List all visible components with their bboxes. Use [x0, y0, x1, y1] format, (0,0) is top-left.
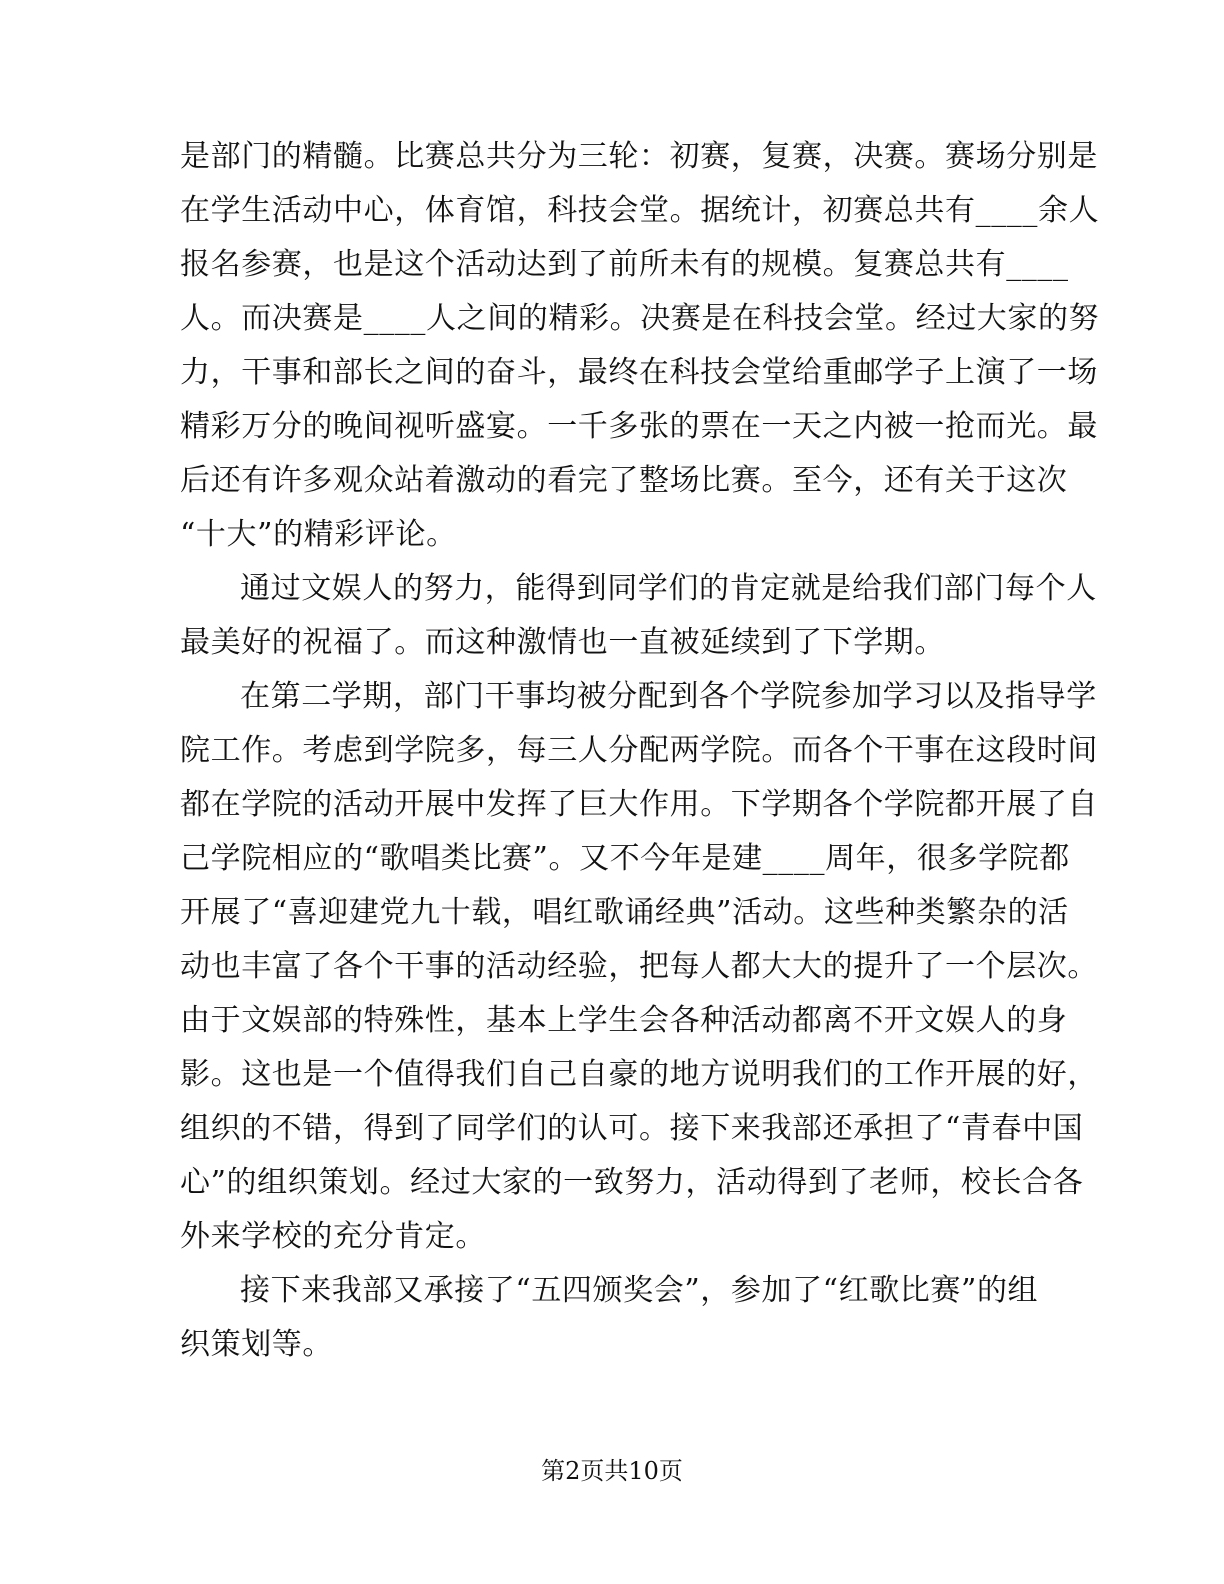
- body-text-line: 接下来我部又承接了“五四颁奖会”，参加了“红歌比赛”的组: [240, 1273, 1039, 1308]
- body-text-line: 己学院相应的“歌唱类比赛”。又不今年是建____周年，很多学院都: [180, 841, 1070, 876]
- page-number-footer: 第2页共10页: [541, 1457, 683, 1485]
- body-text-line: 是部门的精髓。比赛总共分为三轮：初赛，复赛，决赛。赛场分别是: [180, 139, 1098, 174]
- body-text-line: 动也丰富了各个干事的活动经验，把每人都大大的提升了一个层次。: [180, 949, 1098, 984]
- body-text-line: 后还有许多观众站着激动的看完了整场比赛。至今，还有关于这次: [180, 463, 1068, 498]
- body-text-line: 精彩万分的晚间视听盛宴。一千多张的票在一天之内被一抢而光。最: [180, 409, 1098, 444]
- body-text-line: 影。这也是一个值得我们自己自豪的地方说明我们的工作开展的好，: [180, 1057, 1098, 1092]
- body-text-line: 外来学校的充分肯定。: [180, 1219, 486, 1254]
- body-text-line: 在第二学期，部门干事均被分配到各个学院参加学习以及指导学: [240, 679, 1097, 714]
- body-text-line: 通过文娱人的努力，能得到同学们的肯定就是给我们部门每个人: [240, 571, 1097, 606]
- body-text-line: 人。而决赛是____人之间的精彩。决赛是在科技会堂。经过大家的努: [180, 301, 1100, 336]
- body-text-line: 开展了“喜迎建党九十载，唱红歌诵经典”活动。这些种类繁杂的活: [180, 895, 1069, 930]
- body-text-line: 心”的组织策划。经过大家的一致努力，活动得到了老师，校长合各: [180, 1165, 1084, 1200]
- body-text-line: 织策划等。: [180, 1327, 333, 1362]
- body-text-line: 组织的不错，得到了同学们的认可。接下来我部还承担了“青春中国: [180, 1111, 1084, 1146]
- body-text-line: 院工作。考虑到学院多，每三人分配两学院。而各个干事在这段时间: [180, 733, 1098, 768]
- body-text-line: “十大”的精彩评论。: [180, 517, 457, 552]
- body-text-line: 报名参赛，也是这个活动达到了前所未有的规模。复赛总共有____: [180, 247, 1069, 282]
- body-text-line: 最美好的祝福了。而这种激情也一直被延续到了下学期。: [180, 625, 945, 660]
- body-text-line: 力，干事和部长之间的奋斗，最终在科技会堂给重邮学子上演了一场: [180, 355, 1098, 390]
- body-text-line: 在学生活动中心，体育馆，科技会堂。据统计，初赛总共有____余人: [180, 193, 1100, 228]
- body-text-line: 由于文娱部的特殊性，基本上学生会各种活动都离不开文娱人的身: [180, 1003, 1068, 1038]
- body-text-line: 都在学院的活动开展中发挥了巨大作用。下学期各个学院都开展了自: [180, 787, 1098, 822]
